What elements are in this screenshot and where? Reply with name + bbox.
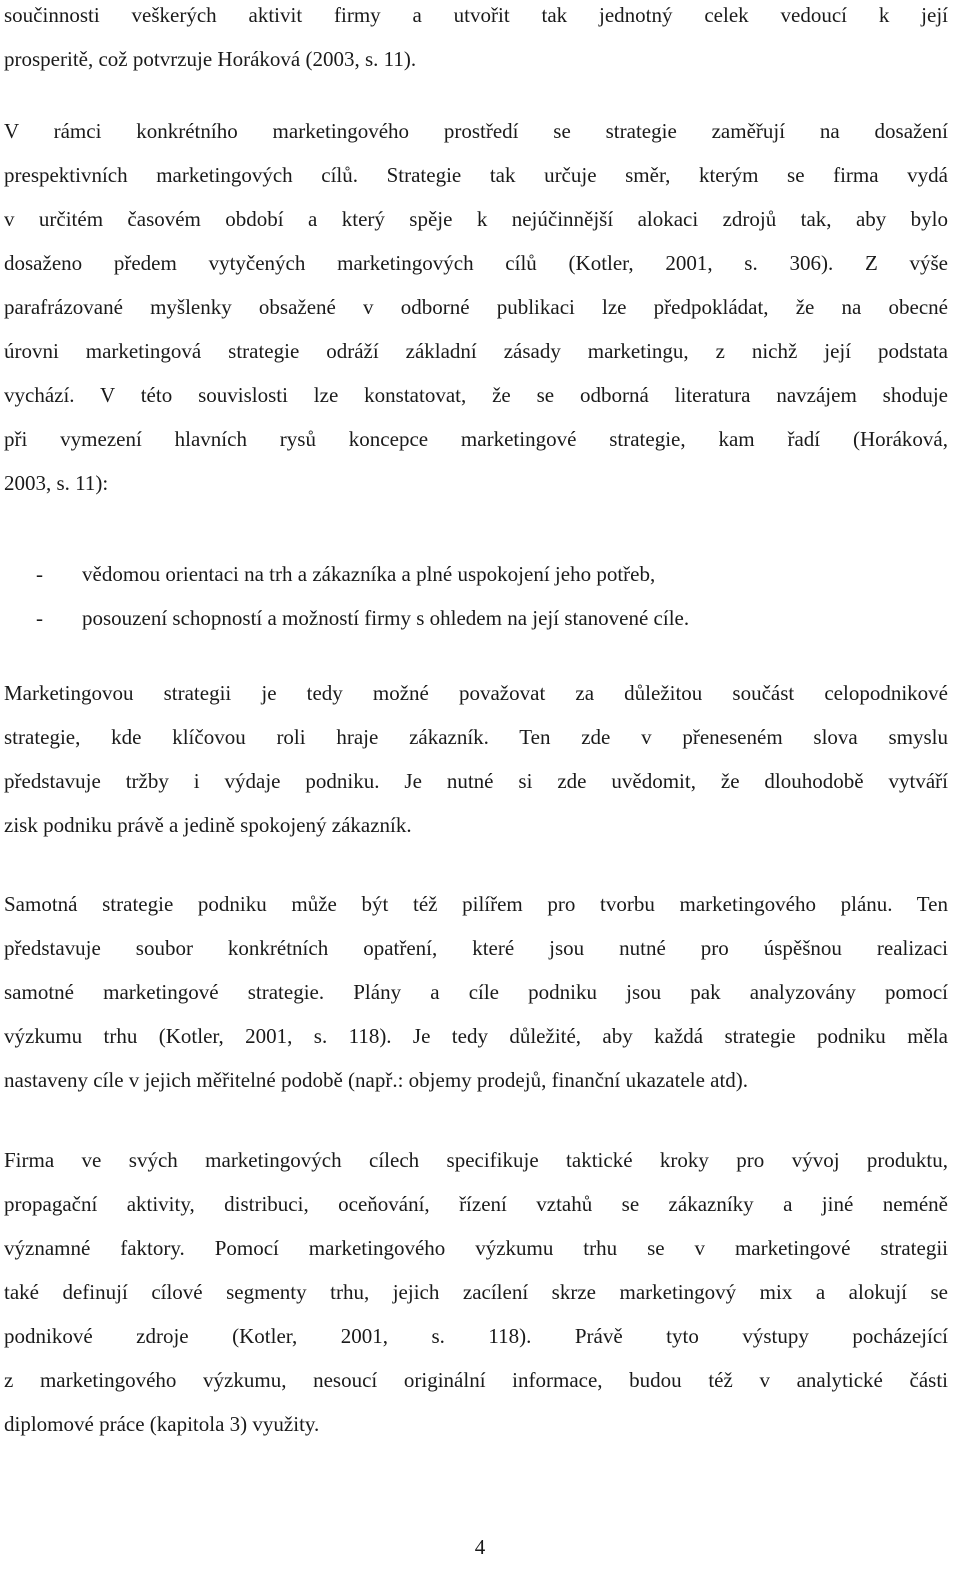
paragraph-goals: [4, 1138, 948, 1446]
text-line: prosperitě, což potvrzuje Horáková (2003, s. 11).: [4, 47, 417, 71]
text-line: dosaženo předem vytyčených marketingových cílů (Kotler, 2001, s. 306). Z výše: [4, 251, 948, 275]
paragraph-continuation: [4, 0, 948, 81]
text-line: Marketingovou strategii je tedy možné považovat za důležitou součást celopodnikové: [4, 681, 948, 705]
text-line: při vymezení hlavních rysů koncepce marketingové strategie, kam řadí (Horáková,: [4, 427, 948, 451]
text-line: V rámci konkrétního marketingového prostředí se strategie zaměřují na dosažení: [4, 119, 948, 143]
text-line: nastaveny cíle v jejich měřitelné podobě (např.: objemy prodejů, finanční ukazatele atd).: [4, 1068, 749, 1092]
text-line: diplomové práce (kapitola 3) využity.: [4, 1412, 320, 1436]
text-line: úrovni marketingová strategie odráží základní zásady marketingu, z nichž její podstata: [4, 339, 948, 363]
text-line: Firma ve svých marketingových cílech specifikuje taktické kroky pro vývoj produktu,: [4, 1148, 948, 1172]
bullet-text: vědomou orientaci na trh a zákazníka a plné uspokojení jeho potřeb,: [82, 562, 656, 586]
text-line: představuje soubor konkrétních opatření, které jsou nutné pro úspěšnou realizaci: [4, 936, 948, 960]
text-line: podnikové zdroje (Kotler, 2001, s. 118). Právě tyto výstupy pocházející: [4, 1324, 948, 1348]
bullet-marker: -: [36, 606, 43, 630]
bullet-marker: -: [36, 562, 43, 586]
text-line: vychází. V této souvislosti lze konstatovat, že se odborná literatura navzájem shoduje: [4, 383, 948, 407]
text-line: v určitém časovém období a který spěje k nejúčinnější alokaci zdrojů tak, aby bylo: [4, 207, 948, 231]
list-item: [4, 596, 948, 640]
text-line: parafrázované myšlenky obsažené v odborné publikaci lze předpokládat, že na obecné: [4, 295, 948, 319]
page-number: 4: [474, 1535, 486, 1559]
text-line: zisk podniku právě a jedině spokojený zákazník.: [4, 813, 412, 837]
list-item: [4, 552, 948, 596]
paragraph-plan: [4, 882, 948, 1102]
paragraph-strategy: [4, 109, 948, 505]
paragraph-customer: [4, 671, 948, 847]
text-line: samotné marketingové strategie. Plány a cíle podniku jsou pak analyzovány pomocí: [4, 980, 948, 1004]
bullet-list: [4, 552, 948, 640]
text-line: strategie, kde klíčovou roli hraje zákazník. Ten zde v přeneseném slova smyslu: [4, 725, 948, 749]
text-line: propagační aktivity, distribuci, oceňování, řízení vztahů se zákazníky a jiné neméně: [4, 1192, 948, 1216]
text-line: výzkumu trhu (Kotler, 2001, s. 118). Je tedy důležité, aby každá strategie podniku měla: [4, 1024, 948, 1048]
text-line: představuje tržby i výdaje podniku. Je nutné si zde uvědomit, že dlouhodobě vytváří: [4, 769, 948, 793]
text-line: součinnosti veškerých aktivit firmy a utvořit tak jednotný celek vedoucí k její: [4, 3, 948, 27]
text-line: z marketingového výzkumu, nesoucí originální informace, budou též v analytické části: [4, 1368, 948, 1392]
text-line: významné faktory. Pomocí marketingového výzkumu trhu se v marketingové strategii: [4, 1236, 948, 1260]
bullet-text: posouzení schopností a možností firmy s ohledem na její stanovené cíle.: [82, 606, 690, 630]
text-line: také definují cílové segmenty trhu, jejich zacílení skrze marketingový mix a alokují se: [4, 1280, 948, 1304]
text-line: 2003, s. 11):: [4, 471, 109, 495]
text-line: prespektivních marketingových cílů. Strategie tak určuje směr, kterým se firma vydá: [4, 163, 948, 187]
text-line: Samotná strategie podniku může být též pilířem pro tvorbu marketingového plánu. Ten: [4, 892, 948, 916]
